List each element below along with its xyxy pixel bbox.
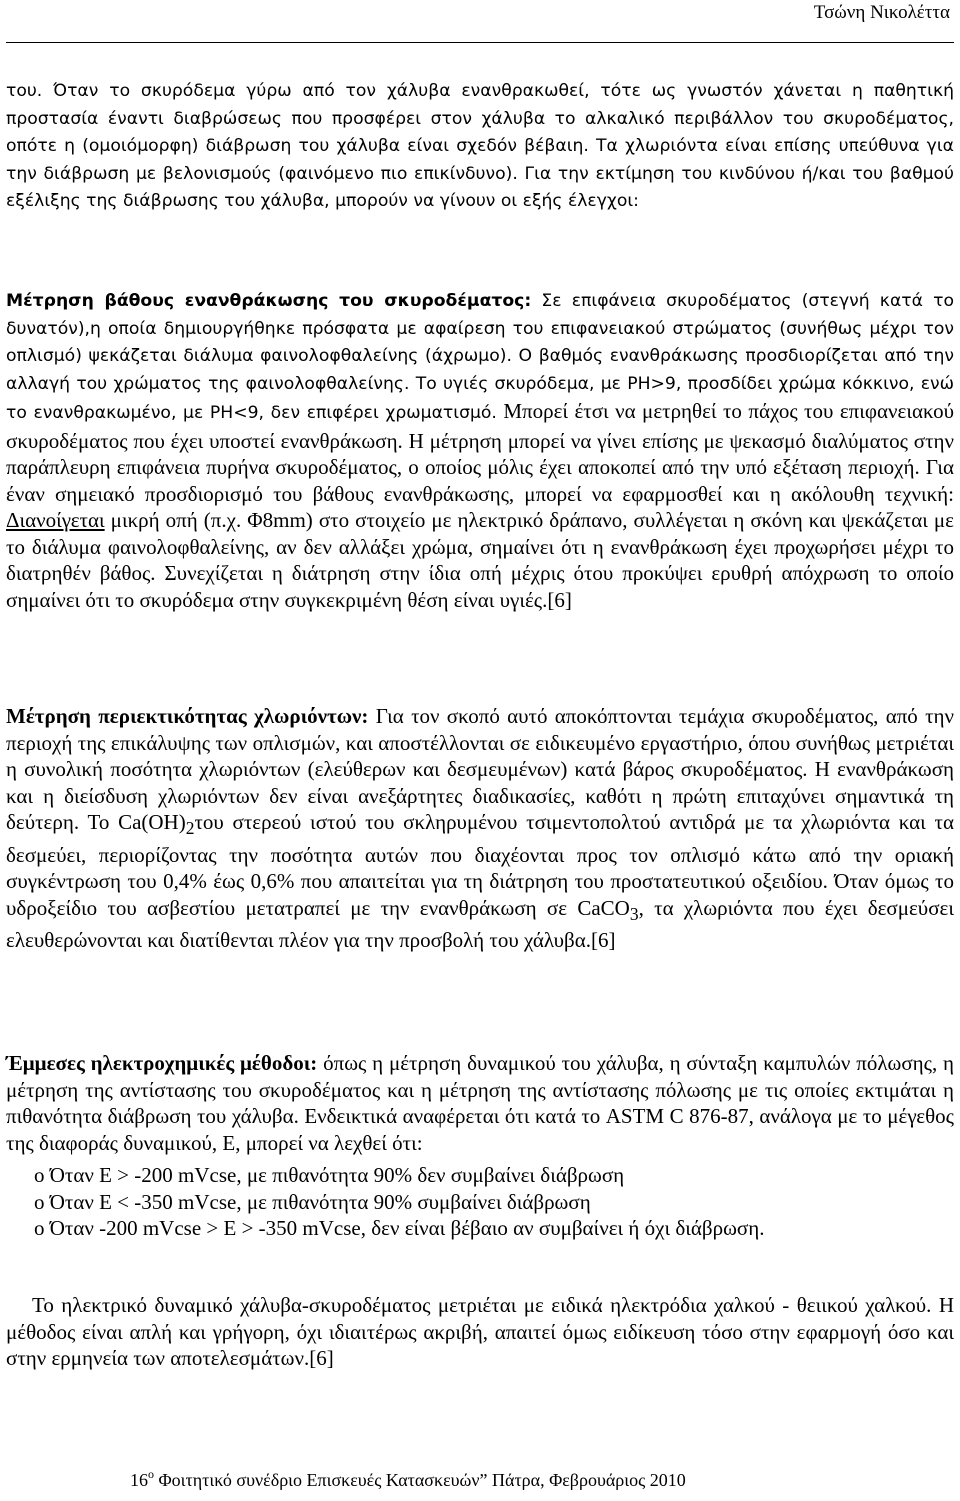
header-rule bbox=[6, 42, 954, 43]
carbonation-text-sans: Σε επιφάνεια σκυροδέματος (στεγνή κατά το δυνατόν),η οποία δημιουργήθηκε πρόσφατα με αφαίρεση του επιφανειακού στρώματος (συνήθως μέχρι τον οπλισμό) ψεκάζεται διάλυμα φαινολοφθαλείνης (άχρωμο). Ο βαθμός ενανθράκωσης προσδιορίζεται από την αλλαγή του χρώματος της φαινολοφθαλείνης. Το υγιές σκυρόδεμα, με PH>9, προσδίδει χρώμα κόκκινο, ενώ το ενανθρακωμένο, με PH<9, δεν επιφέρει χρωματισμό. bbox=[6, 291, 955, 424]
list-item: o Όταν E < -350 mVcse, με πιθανότητα 90% συμβαίνει διάβρωση bbox=[34, 1189, 591, 1214]
paragraph-carbonation-depth bbox=[6, 288, 954, 613]
paragraph-electrochemical bbox=[6, 1050, 954, 1156]
list-item: o Όταν -200 mVcse > E > -350 mVcse, δεν είναι βέβαιο αν συμβαίνει ή όχι διάβρωση. bbox=[34, 1216, 765, 1240]
footer-text: Φοιτητικό συνέδριο Επισκευές Κατασκευών” Πάτρα, Φεβρουάριος 2010 bbox=[154, 1470, 686, 1490]
list-item: o Όταν E > -200 mVcse, με πιθανότητα 90% δεν συμβαίνει διάβρωση bbox=[34, 1163, 625, 1187]
heading-carbonation-depth: Μέτρηση βάθους ενανθράκωσης του σκυροδέματος: bbox=[6, 291, 532, 311]
subscript-3: 3 bbox=[629, 903, 639, 924]
page-header-author: Τσώνη Νικολέττα bbox=[813, 2, 950, 23]
heading-electrochemical: Έμμεσες ηλεκτροχημικές μέθοδοι: bbox=[6, 1051, 318, 1075]
heading-chloride-content: Μέτρηση περιεκτικότητας χλωριόντων: bbox=[6, 704, 369, 728]
electrochemical-text: όπως η μέτρηση δυναμικού του χάλυβα, η σύνταξη καμπυλών πόλωσης, η μέτρηση της αντίστασης του σκυροδέματος και η μέτρηση της αντίστασης πόλωσης με τις οποίες εκτιμάται η πιθανότητα διάβρωση του χάλυβα. Ενδεικτικά αναφέρεται ότι κατά το ASTM C 876-87, ανάλογα με το μέγεθος της διαφοράς δυναμικού, Ε, μπορεί να λεχθεί ότι: bbox=[6, 1051, 955, 1155]
electrode-text: Το ηλεκτρικό δυναμικό χάλυβα-σκυροδέματος μετριέται με ειδικά ηλεκτρόδια χαλκού - θειικού χαλκού. Η μέθοδος είναι απλή και γρήγορη, όχι ιδιαιτέρως ακριβή, απαιτεί όμως ειδίκευση τόσο στην εφαρμογή όσο και στην ερμηνεία των αποτελεσμάτων.[6] bbox=[6, 1293, 954, 1370]
paragraph-chloride-content bbox=[6, 703, 954, 954]
chloride-text-b: του στερεού ιστού του σκληρυμένου τσιμεντοπολτού αντιδρά με τα χλωριόντα και τα δεσμεύει, περιορίζοντας την ποσότητα αυτών που διαχέονται προς τον οπλισμό κάτω από την οριακή συγκέντρωση του 0,4% έως 0,6% που απαιτείται για τη διάτρηση του προστατευτικού οξειδίου. Όταν όμως το υδροξείδιο του ασβεστίου μετατραπεί με την ενανθράκωση σε CaCO bbox=[6, 810, 954, 920]
chloride-text-a: Για τον σκοπό αυτό αποκόπτονται τεμάχια σκυροδέματος, από την περιοχή της επικάλυψης των οπλισμών, και αποστέλλονται σε ειδικευμένο εργαστήριο, όπου συνήθως μετριέται η συνολική ποσότητα χλωριόντων (ελεύθερων και δεσμευμένων) κατά βάρος σκυροδέματος. Η ενανθράκωση και η διείσδυση χλωριόντων δεν είναι ανεξάρτητες διαδικασίες, καθότι η πρώτη επιταχύνει σημαντικά τη δεύτερη. Το Ca(OH) bbox=[6, 704, 955, 834]
footer-number: 16 bbox=[130, 1470, 148, 1490]
paragraph-intro: του. Όταν το σκυρόδεμα γύρω από τον χάλυβα ενανθρακωθεί, τότε ως γνωστόν χάνεται η παθητική προστασία έναντι διαβρώσεως που προσφέρει στον χάλυβα το αλκαλικό περιβάλλον του σκυροδέματος, οπότε η (ομοιόμορφη) διάβρωση του χάλυβα είναι σχεδόν βέβαιη. Τα χλωριόντα είναι επίσης υπεύθυνα για την διάβρωση με βελονισμούς (φαινόμενο πιο επικίνδυνο). Για την εκτίμηση του κινδύνου ή/και του βαθμού εξέλιξης της διάβρωσης του χάλυβα, μπορούν να γίνουν οι εξής έλεγχοι: bbox=[6, 81, 954, 212]
footer-ordinal: ο bbox=[148, 1467, 154, 1481]
paragraph-electrode bbox=[6, 1292, 954, 1372]
page-footer bbox=[130, 1462, 950, 1492]
criteria-list bbox=[34, 1162, 934, 1242]
subscript-2: 2 bbox=[185, 818, 195, 839]
carbonation-text-serif-2: μικρή οπή (π.χ. Φ8mm) στο στοιχείο με ηλεκτρικό δράπανο, συλλέγεται η σκόνη και ψεκάζεται με το διάλυμα φαινολοφθαλείνης, αν δεν αλλάξει χρώμα, σημαίνει ότι η ενανθράκωση έχει προχωρήσει μέχρι το διατρηθέν βάθος. Συνεχίζεται η διάτρηση στην ίδια οπή μέχρις ότου προκύψει ερυθρή απόχρωση το οποίο σημαίνει ότι το σκυρόδεμα στην συγκεκριμένη θέση είναι υγιές.[6] bbox=[6, 508, 954, 612]
chloride-text-c: , τα χλωριόντα που έχει δεσμεύσει ελευθερώνονται και διατίθενται πλέον για την προσβολή του χάλυβα.[6] bbox=[6, 895, 954, 953]
carbonation-text-serif: Μπορεί έτσι να μετρηθεί το πάχος του επιφανειακού σκυροδέματος που έχει υποστεί ενανθράκωση. Η μέτρηση μπορεί να γίνει επίσης με ψεκασμό διαλύματος στην παράπλευρη επιφάνεια πυρήνα σκυροδέματος, ο οποίος μόλις έχει αποκοπεί από την υπό εξέταση περιοχή. Για έναν σημειακό προσδιορισμό του βάθους ενανθράκωσης, μπορεί να εφαρμοσθεί και η ακόλουθη τεχνική: bbox=[6, 399, 955, 506]
underlined-word: Διανοίγεται bbox=[6, 508, 105, 533]
